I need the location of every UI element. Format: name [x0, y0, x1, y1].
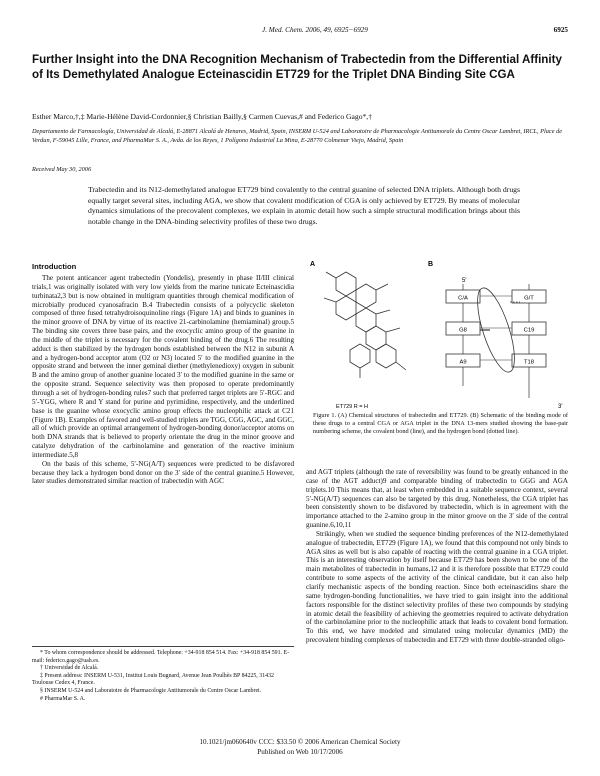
right-column-body [306, 468, 568, 645]
base-label: T18 [524, 359, 534, 366]
paragraph: and AGT triplets (although the rate of reversibility was found to be greatly enhanced in the case of the AGT adduct)9 and comparable binding of trabectedin to GGG and AGA triplets.10 This means that, at least when embedded in a suitable sequence context, several 5′-NG(A/T) sequences can also be targeted by this drug. Nonetheless, the CGA triplet has been consistently shown to be disfavored by trabectedin, which is in agreement with the importance attached to the 2-amino group in the minor groove on the 3′ side of the central guanine.6,10,11 [306, 468, 568, 530]
structure-caption: ET729 R = H [336, 404, 368, 410]
author-list: Esther Marco,†,‡ Marie-Hélène David-Cordonnier,§ Christian Bailly,§ Carmen Cuevas,# and Federico Gago*,† [32, 112, 372, 121]
base-label: C19 [523, 327, 535, 334]
strand-end-5prime: 5′ [462, 278, 467, 284]
journal-citation: J. Med. Chem. 2006, 49, 6925−6929 [262, 26, 368, 34]
base-label: G8 [459, 327, 467, 334]
footnote-rule [32, 646, 294, 647]
footnote: ‡ Present address: INSERM U-531, Institut Louis Bugnard, Avenue Jean Poulhès BP 84225, 31432 Toulouse Cedex 4, France. [32, 672, 274, 687]
figure-caption: Figure 1. (A) Chemical structures of trabectedin and ET729. (B) Schematic of the binding mode of these drugs to a central CGA or AGA triplet in the DNA 13-mers studied showing the base-pair numbering scheme, the covalent bond (line), and the hydrogen bond (dotted line). [313, 412, 568, 436]
paragraph: Strikingly, when we studied the sequence binding preferences of the N12-demethylated analogue of trabectedin, ET729 (Figure 1A), we found that this compound not only binds to AGA sites as well but is also capable of reacting with the central guanine in a CGA triplet. This is an interesting observation by itself because ET729 has been shown to be one of the main metabolites of trabectedin in humans,12 and it is therefore possible that ET729 could contribute to some aspects of the activity of the clinical candidate, but it can also help clarify mechanistic aspects of the bonding reaction. Since both ecteinascidins share the same hydrogen-bonding functionalities, we have tried to gain insight into the additional factors responsible for the distinct selectivity profiles of these two compounds by studying in atomic detail the feasibility of achieving the geometries required to activate dehydration of the carbinolamine prior to the nucleophilic attack that leads to covalent bond formation. To this end, we have modeled and simulated using molecular dynamics (MD) the precovalent binding complexes of trabectedin and ET729 with three double-stranded oligo- [306, 529, 568, 645]
base-label: C/A [458, 295, 468, 302]
received-date: Received May 30, 2006 [32, 166, 92, 173]
page-number: 6925 [553, 26, 568, 34]
strand-end-3prime: 3′ [558, 404, 563, 410]
paragraph: The potent anticancer agent trabectedin (Yondelis), presently in phase II/III clinical trials,1 was originally isolated with very low yields from the marine tunicate Ecteinascidia turbinata2,3 but is now obtained in multigram quantities through chemical modification of microbially produced cyanosafracin B.4 Trabectedin consists of a polycyclic skeleton composed of three fused tetrahydroisoquinoline rings (Figure 1A) and binds to guanines in the minor groove of DNA by virtue of its reactive 21-carbinolamine (hemiaminal) group.5 The binding site covers three base pairs, and the exocyclic amino group of the guanine in the middle of the triplet is necessary for the covalent binding of the drug.6 The resulting adduct is then stabilized by the hydrogen bonds established between the N12 in subunit A and a hydrogen-bond acceptor atom (O2 or N3) located 5′ to the modified guanine in the opposite strand and between the inner geminal diether (methylenedioxy) oxygen in subunit B and the amino group of another guanine located 3′ to the modified guanine in the same or the opposite strand. Sequence selectivity was then proposed to operate predominantly through a set of hydrogen-bonding rules7 such that preferred target triplets are 5′-RGC and 5′-YGG, where R and Y stand for purine and pyrimidine, respectively, and the underlined base is the guanine whose exocyclic amino group effects the nucleophilic attack at C21 (Figure 1B). Examples of favored and well-studied triplets are TGG, CGG, AGC, and GGC, all of which provide an optimal arrangement of hydrogen-bonding donor/acceptor atoms on both DNA strands that is believed to properly orientate the drug in the minor groove and catalyze dehydration of the carbinolamine and generation of the reactive iminium intermediate.5,8 [32, 274, 294, 459]
footnote: † Universidad de Alcalá. [40, 665, 99, 672]
left-column-body [32, 274, 294, 486]
doi-line: 10.1021/jm060640v CCC: $33.50 © 2006 American Chemical Society [199, 738, 401, 746]
affiliations: Departamento de Farmacología, Universidad de Alcalá, E-28871 Alcalá de Henares, Madrid, Spain, INSERM U-524 and Laboratoire de Pharmacologie Antitumorale du Centre Oscar Lambret, IRCL, Place de Verdun, F-59045 Lille, France, and PharmaMar S. A., Avda. de los Reyes, 1 Polígono Industrial La Mina, E-28770 Colmenar Viejo, Madrid, Spain [32, 128, 563, 144]
binding-scheme [446, 278, 563, 410]
footnote: * To whom correspondence should be addressed. Telephone: +34-918 854 514. Fax: +34-918 854 591. E-mail: federico.gago@uah.es. [32, 650, 290, 664]
chemical-structure-drawing [324, 272, 406, 378]
paragraph: On the basis of this scheme, 5′-NG(A/T) sequences were predicted to be disfavored because they lack a hydrogen bond donor on the 3′ side of the central guanine.5 However, later studies demonstrated similar reaction of trabectedin with AGC [32, 459, 294, 486]
abstract: Trabectedin and its N12-demethylated analogue ET729 bind covalently to the central guanine of selected DNA triplets. Although both drugs equally target several sites, including AGA, we show that covalent modification of CGA is only achieved by ET729. By means of molecular dynamics simulations of the precovalent complexes, we explain in atomic detail how such a simple structural modification brings about this notable change in the DNA-binding selectivity profiles of these two drugs. [88, 185, 520, 226]
figure-label-b: B [428, 261, 434, 268]
footnote: § INSERM U-524 and Laboratoire de Pharmacologie Antitumorale du Centre Oscar Lambret. [40, 687, 262, 694]
publication-date: Published on Web 10/17/2006 [257, 748, 343, 756]
figure-label-a: A [310, 261, 316, 268]
base-label: A9 [459, 359, 467, 366]
footnote: # PharmaMar S. A. [40, 695, 86, 702]
article-title: Further Insight into the DNA Recognition Mechanism of Trabectedin from the Differential Affinity of Its Demethylated Analogue Ecteinascidin ET729 for the Triplet DNA Binding Site CGA [32, 53, 562, 81]
base-label: G/T [524, 295, 534, 302]
footnotes [32, 650, 294, 703]
section-heading-introduction: Introduction [32, 262, 77, 271]
figure-1 [306, 258, 568, 410]
